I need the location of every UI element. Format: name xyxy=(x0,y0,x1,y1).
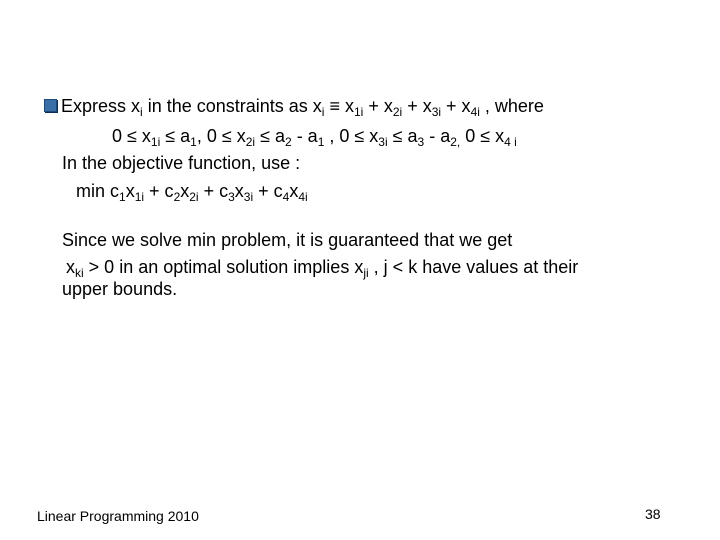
subscript: 4i xyxy=(470,105,480,119)
subscript: 2i xyxy=(189,190,199,204)
text: , where xyxy=(479,96,544,116)
subscript: 3i xyxy=(431,105,442,119)
objective-intro: In the objective function, use : xyxy=(62,153,301,173)
subscript: i xyxy=(140,105,143,119)
subscript: 3i xyxy=(243,190,254,204)
subscript: ki xyxy=(75,266,84,280)
subscript: 1 xyxy=(317,135,325,149)
subscript: 1 xyxy=(190,135,197,149)
footer-course-title: Linear Programming 2010 xyxy=(37,508,199,524)
subscript: 2i xyxy=(245,135,256,149)
subscript: i xyxy=(321,105,325,119)
text: - a xyxy=(291,126,318,146)
subscript: 2i xyxy=(392,105,403,119)
text: ≡ x xyxy=(324,96,354,116)
text: , j < k have values at their xyxy=(368,257,579,277)
text: , 0 ≤ x xyxy=(324,126,379,146)
subscript: 1i xyxy=(150,135,161,149)
text: ≤ a xyxy=(160,126,191,146)
subscript: 2 xyxy=(173,190,181,204)
optimal-solution-line xyxy=(66,256,578,278)
subscript: 3i xyxy=(378,135,388,149)
subscript: 2, xyxy=(450,135,461,149)
text: + c xyxy=(198,181,229,201)
text: 0 ≤ x xyxy=(460,126,505,146)
text: min c xyxy=(76,181,120,201)
subscript: 3 xyxy=(228,190,235,204)
text: - a xyxy=(424,126,451,146)
text: ≤ a xyxy=(255,126,285,146)
slide-number: 38 xyxy=(645,506,661,522)
objective-function-line xyxy=(76,180,308,202)
text: ≤ a xyxy=(387,126,418,146)
subscript: ji xyxy=(363,266,369,280)
upper-bounds-line: upper bounds. xyxy=(62,279,178,299)
text: x xyxy=(125,181,135,201)
text: > 0 in an optimal solution implies x xyxy=(83,257,364,277)
subscript: 2 xyxy=(285,135,292,149)
subscript: 4i xyxy=(298,190,308,204)
subscript: 1i xyxy=(353,105,364,119)
bounds-line xyxy=(112,125,517,147)
text: + c xyxy=(253,181,283,201)
text: + x xyxy=(363,96,393,116)
subscript: 4 i xyxy=(504,135,517,149)
subscript: 4 xyxy=(282,190,290,204)
subscript: 1i xyxy=(134,190,145,204)
text: x xyxy=(66,257,75,277)
text: x xyxy=(289,181,299,201)
text: 0 ≤ x xyxy=(112,126,151,146)
text: , 0 ≤ x xyxy=(196,126,246,146)
text: x xyxy=(234,181,244,201)
square-bullet-icon xyxy=(44,99,57,112)
subscript: 1 xyxy=(119,190,126,204)
text: in the constraints as x xyxy=(142,96,322,116)
since-line: Since we solve min problem, it is guaranteed that we get xyxy=(62,230,513,250)
text: x xyxy=(180,181,190,201)
constraint-expression-line xyxy=(44,95,544,117)
subscript: 3 xyxy=(417,135,425,149)
text: + c xyxy=(144,181,174,201)
text: + x xyxy=(402,96,432,116)
text: Express x xyxy=(61,96,141,116)
text: + x xyxy=(441,96,471,116)
